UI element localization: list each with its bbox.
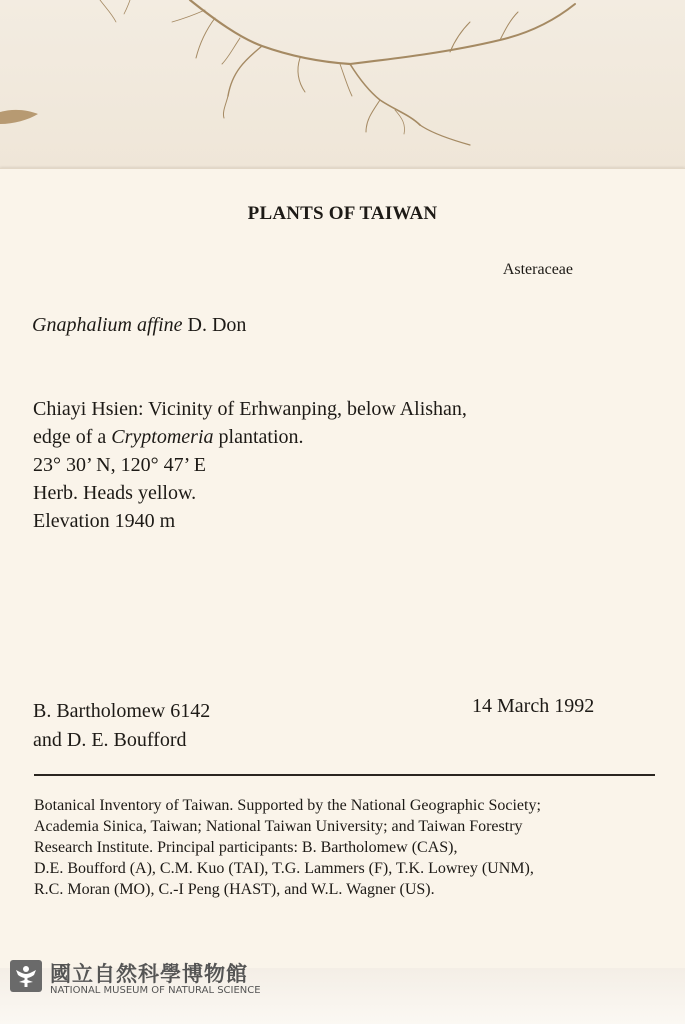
- project-note: [34, 795, 664, 900]
- family-name: Asteraceae: [502, 261, 573, 278]
- taxon-name: [32, 314, 246, 337]
- habitat-line: [33, 423, 467, 451]
- collectors-block: [33, 697, 210, 755]
- divider: [34, 774, 655, 776]
- specimen-roots-image: [0, 0, 685, 170]
- project-note-line: Research Institute. Principal participants: B. Bartholomew (CAS),: [34, 839, 458, 856]
- locality-line: Chiayi Hsien: Vicinity of Erhwanping, below Alishan,: [33, 398, 467, 420]
- elevation: Elevation 1940 m: [33, 510, 176, 532]
- project-note-line: D.E. Boufford (A), C.M. Kuo (TAI), T.G. Lammers (F), T.K. Lowrey (UNM),: [34, 860, 534, 877]
- museum-name-chinese: 國立自然科學博物館: [50, 962, 248, 986]
- habitat-genus: Cryptomeria: [111, 426, 214, 448]
- label-title: PLANTS OF TAIWAN: [247, 203, 438, 224]
- taxon-binomial: Gnaphalium affine: [32, 314, 183, 336]
- project-note-line: Academia Sinica, Taiwan; National Taiwan University; and Taiwan Forestry: [34, 818, 523, 835]
- habitat-prefix: edge of a: [33, 426, 107, 448]
- project-note-line: R.C. Moran (MO), C.-I Peng (HAST), and W.L. Wagner (US).: [34, 881, 435, 898]
- herbarium-sheet-top: [0, 0, 685, 170]
- habit-description: Herb. Heads yellow.: [33, 482, 197, 504]
- specimen-label: [0, 168, 685, 969]
- collector-line-2: and D. E. Boufford: [33, 729, 187, 751]
- habitat-suffix: plantation.: [218, 426, 304, 448]
- taxon-author: D. Don: [187, 314, 247, 336]
- coordinates: 23° 30’ N, 120° 47’ E: [33, 454, 207, 476]
- museum-name-english: NATIONAL MUSEUM OF NATURAL SCIENCE: [50, 985, 261, 996]
- collection-date: 14 March 1992: [472, 695, 595, 717]
- project-note-line: Botanical Inventory of Taiwan. Supported by the National Geographic Society;: [34, 797, 541, 814]
- museum-logo-icon: [10, 960, 42, 992]
- collector-line-1: B. Bartholomew 6142: [33, 700, 211, 722]
- locality-block: [33, 395, 467, 535]
